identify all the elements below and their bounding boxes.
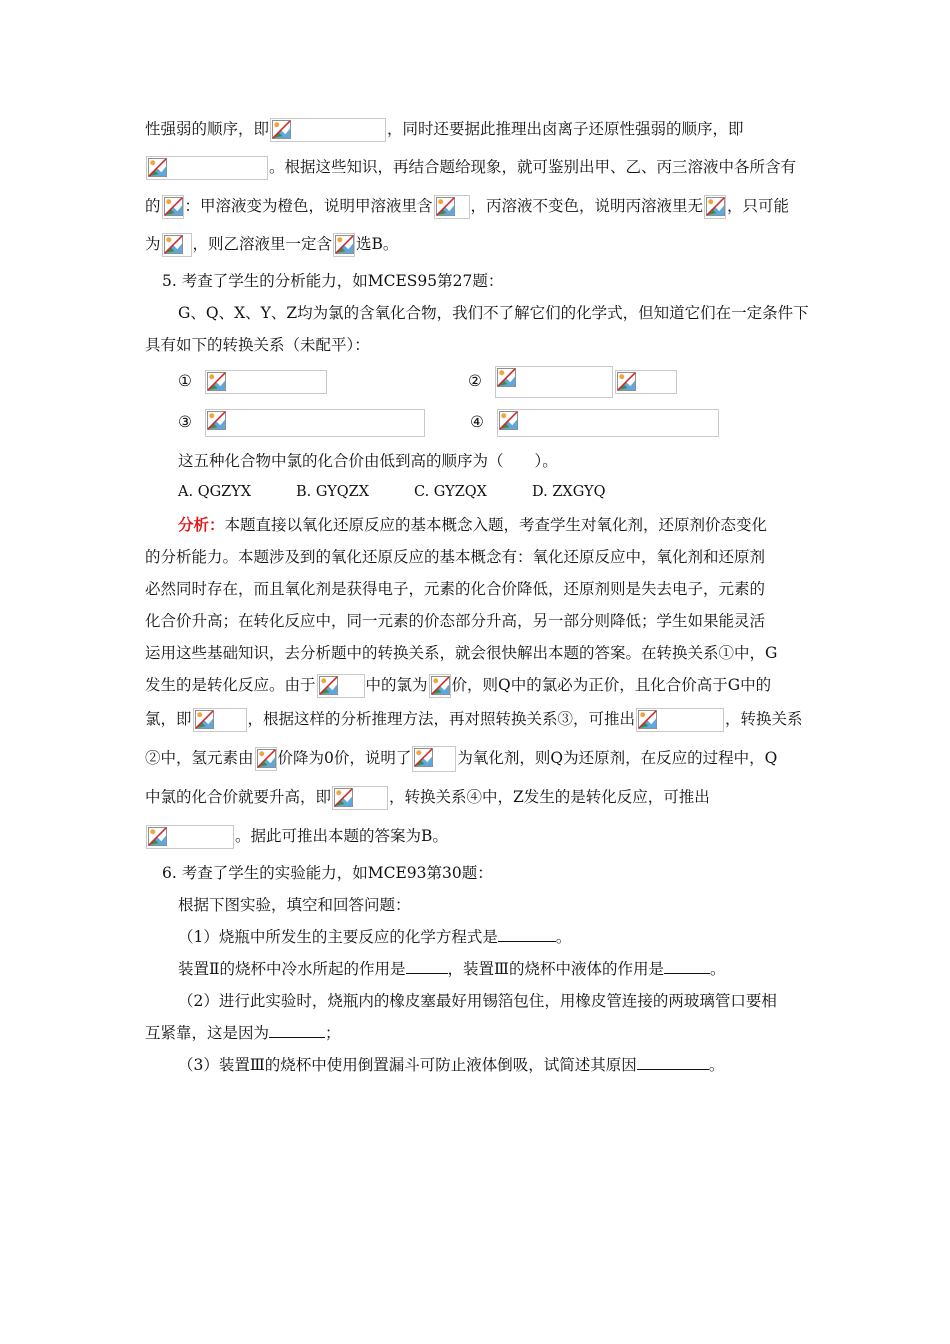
broken-image-icon [162,195,184,219]
analysis-line: 必然同时存在，而且氧化剂是获得电子，元素的化合价降低，还原剂则是失去电子，元素的 [145,580,766,598]
broken-image-icon [205,409,425,437]
text: 选B。 [356,235,399,253]
broken-image-icon [255,747,277,771]
text: 。 [710,960,726,978]
broken-image-icon [636,708,724,732]
analysis-heading: 分析： [178,515,225,534]
text: ，根据这样的分析推理方法，再对照转换关系③，可推出 [247,710,636,728]
answer-blank[interactable] [269,1023,325,1038]
text: 。根据这些知识，再结合题给现象，就可鉴别出甲、乙、丙三溶液中各所含有 [269,158,797,176]
analysis-line [178,509,810,541]
text-line [145,190,810,222]
reaction-label: ③ [178,413,192,431]
text-line [178,953,810,985]
text: 中氯的化合价就要升高，即 [145,788,332,806]
text: 的 [145,197,161,215]
text-line: G、Q、X、Y、Z均为氯的含氧化合物，我们不了解它们的化学式，但知道它们在一定条件下 [178,304,809,322]
broken-image-icon [146,156,268,180]
broken-image-icon [146,825,234,849]
text-line [145,228,810,260]
broken-image-icon [193,708,247,732]
text: ，只可能 [727,197,790,215]
answer-blank[interactable] [498,927,556,942]
answer-blank[interactable] [637,1055,709,1070]
broken-image-icon [317,674,365,698]
question-6-title: 6. 考查了学生的实验能力，如MCE93第30题： [162,864,493,882]
text: 为 [145,235,161,253]
analysis-line [145,781,810,813]
text: 互紧靠，这是因为 [145,1024,270,1042]
broken-image-icon [205,370,327,394]
text: （1）烧瓶中所发生的主要反应的化学方程式是 [178,928,498,946]
broken-image-icon [333,233,355,257]
broken-image-icon [615,370,677,394]
option-d: D. ZXGYQ [532,484,606,500]
answer-blank[interactable] [406,959,448,974]
broken-image-icon [270,118,386,142]
broken-image-icon [704,195,726,219]
broken-image-icon [162,233,192,257]
reaction-label: ② [468,372,482,390]
text: ，则乙溶液里一定含 [192,235,333,253]
text: ，丙溶液不变色，说明丙溶液里无 [470,197,704,215]
text: ：甲溶液变为橙色，说明甲溶液里含 [184,197,433,215]
option-a: A. QGZYX [178,484,252,500]
answer-options [178,476,810,508]
question-5-title: 5. 考查了学生的分析能力，如MCES95第27题： [162,272,504,290]
text-line: 具有如下的转换关系（未配平）： [145,336,370,354]
text: ； [325,1024,341,1042]
broken-image-icon [434,195,470,219]
text-line [178,921,810,953]
analysis-line [145,742,810,774]
question-5-prompt: 这五种化合物中氯的化合价由低到高的顺序为（ ）。 [178,452,558,470]
text: 为氧化剂，则Q为还原剂，在反应的过程中，Q [457,749,778,767]
broken-image-icon [497,409,719,437]
text-line [145,151,810,183]
text: ，同时还要据此推理出卤离子还原性强弱的顺序，即 [387,120,744,138]
text-line: 根据下图实验，填空和回答问题： [178,896,411,914]
text: 氯，即 [145,710,192,728]
broken-image-icon [412,746,456,772]
answer-blank[interactable] [664,959,710,974]
analysis-line: 的分析能力。本题涉及到的氧化还原反应的基本概念有：氧化还原反应中，氧化剂和还原剂 [145,548,766,566]
text: ，转换关系④中，Z发生的是转化反应，可推出 [389,788,710,806]
text: ②中，氢元素由 [145,749,254,767]
text-line: （2）进行此实验时，烧瓶内的橡皮塞最好用锡箔包住，用橡皮管连接的两玻璃管口要相 [178,992,777,1010]
text: 。 [555,928,572,946]
text: 价降为0价，说明了 [277,749,412,767]
broken-image-icon [429,674,451,698]
text: 发生的是转化反应。由于 [145,676,316,694]
text: 中的氯为 [365,676,428,694]
reaction-label: ① [178,372,192,390]
text-line [145,113,810,145]
text: 价，则Q中的氯必为正价，且化合价高于G中的 [451,676,772,694]
text: 装置Ⅱ的烧杯中冷水所起的作用是 [178,960,406,978]
text: 。 [708,1056,725,1074]
option-b: B. GYQZX [296,484,370,500]
broken-image-icon [495,366,613,398]
reaction-row [468,365,808,397]
text-line [178,1049,810,1081]
option-c: C. GYZQX [414,484,487,500]
text: 性强弱的顺序，即 [145,120,270,138]
reaction-row [470,406,810,438]
text-line [145,1017,810,1049]
text: （3）装置Ⅲ的烧杯中使用倒置漏斗可防止液体倒吸，试简述其原因 [178,1056,637,1074]
analysis-line [145,703,810,735]
text: ，转换关系 [725,710,803,728]
analysis-line: 运用这些基础知识，去分析题中的转换关系，就会很快解出本题的答案。在转换关系①中，G [145,644,778,662]
analysis-line [145,669,810,701]
broken-image-icon [332,786,388,810]
text: 。据此可推出本题的答案为B。 [235,827,448,845]
analysis-line: 化合价升高；在转化反应中，同一元素的价态部分升高，另一部分则降低；学生如果能灵活 [145,612,766,630]
text: 本题直接以氧化还原反应的基本概念入题，考查学生对氧化剂，还原剂价态变化 [224,516,768,534]
analysis-line [145,820,810,852]
text: ，装置Ⅲ的烧杯中液体的作用是 [447,960,664,978]
reaction-label: ④ [470,413,484,431]
